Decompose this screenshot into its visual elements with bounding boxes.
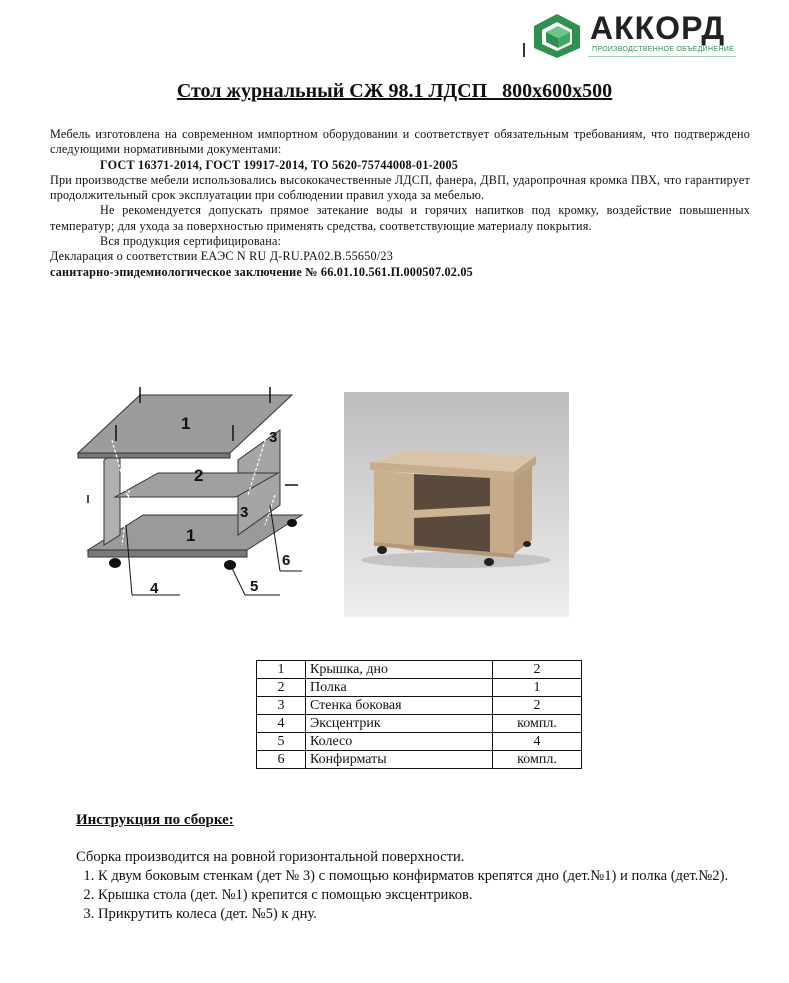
page-title: Стол журнальный СЖ 98.1 ЛДСП 800х600х500 [176, 80, 613, 102]
diagram-label-confirmat: 6 [282, 552, 291, 569]
instruction-step: 3. Прикрутить колеса (дет. №5) к дну. [98, 905, 766, 924]
part-quantity: 1 [493, 679, 582, 697]
part-quantity: компл. [493, 715, 582, 733]
intro-materials: При производстве мебели использовались высококачественные ЛДСП, фанера, ДВП, ударопрочная кромка ПВХ, что гарантирует продолжительный срок эксплуатации при соблюдении правил ухода за мебелью. [50, 172, 750, 203]
part-name: Эксцентрик [306, 715, 493, 733]
instruction-step: 1. К двум боковым стенкам (дет № 3) с помощью конфирматов крепятся дно (дет.№1) и полка (дет.№2). [98, 867, 766, 886]
intro-standards: ГОСТ 16371-2014, ГОСТ 19917-2014, ТО 5620-75744008-01-2005 [100, 157, 459, 172]
table-row [257, 751, 582, 769]
part-name: Колесо [306, 733, 493, 751]
part-quantity: 2 [493, 661, 582, 679]
part-name: Полка [306, 679, 493, 697]
diagram-label-shelf: 2 [194, 466, 204, 485]
part-number: 5 [257, 733, 306, 751]
instructions-steps [76, 867, 766, 924]
parts-table [256, 660, 582, 769]
part-quantity: 2 [493, 697, 582, 715]
intro-compliance: Мебель изготовлена на современном импортном оборудовании и соответствует обязательным требованиям, что подтверждено следующими нормативными документами: [50, 127, 750, 157]
product-photo [344, 392, 569, 617]
part-quantity: компл. [493, 751, 582, 769]
intro-sanitary: санитарно-эпидемиологическое заключение № 66.01.10.561.П.000507.02.05 [50, 264, 473, 279]
part-number: 6 [257, 751, 306, 769]
table-row [257, 661, 582, 679]
instructions-body [76, 848, 766, 924]
part-name: Стенка боковая [306, 697, 493, 715]
logo-divider [523, 43, 525, 57]
part-name: Конфирматы [306, 751, 493, 769]
logo-subtitle: ПРОИЗВОДСТВЕННОЕ ОБЪЕДИНЕНИЕ [592, 46, 734, 53]
part-number: 4 [257, 715, 306, 733]
intro-warning: Не рекомендуется допускать прямое затекание воды и горячих напитков под кромку, воздействие повышенных температур; для ухода за поверхностью применять средства, соответствующие материалу покрытия. [50, 203, 750, 233]
logo-underline [588, 56, 736, 57]
diagram-label-side-b: 3 [240, 504, 249, 521]
part-number: 2 [257, 679, 306, 697]
part-number: 3 [257, 697, 306, 715]
table-row [257, 679, 582, 697]
diagram-label-bottom: 1 [186, 526, 196, 545]
part-quantity: 4 [493, 733, 582, 751]
instructions-title: Инструкция по сборке: [76, 812, 234, 828]
part-number: 1 [257, 661, 306, 679]
intro-certified: Вся продукция сертифицирована: [100, 234, 282, 249]
table-row [257, 715, 582, 733]
diagram-label-eccentric: 4 [150, 580, 159, 597]
logo-cube-icon [530, 12, 584, 60]
table-row [257, 697, 582, 715]
instruction-step: 2. Крышка стола (дет. №1) крепится с помощью эксцентриков. [98, 886, 766, 905]
part-name: Крышка, дно [306, 661, 493, 679]
diagram-label-top: 1 [181, 414, 191, 433]
assembly-diagram [70, 385, 330, 605]
diagram-label-side-a: 3 [269, 429, 278, 446]
intro-text [50, 127, 750, 280]
intro-declaration: Декларация о соответствии ЕАЭС N RU Д-RU.PA02.B.55650/23 [50, 249, 393, 264]
logo-name: АККОРД [590, 10, 726, 46]
instructions-intro: Сборка производится на ровной горизонтальной поверхности. [76, 849, 465, 865]
table-row [257, 733, 582, 751]
diagram-label-wheel: 5 [250, 578, 259, 595]
